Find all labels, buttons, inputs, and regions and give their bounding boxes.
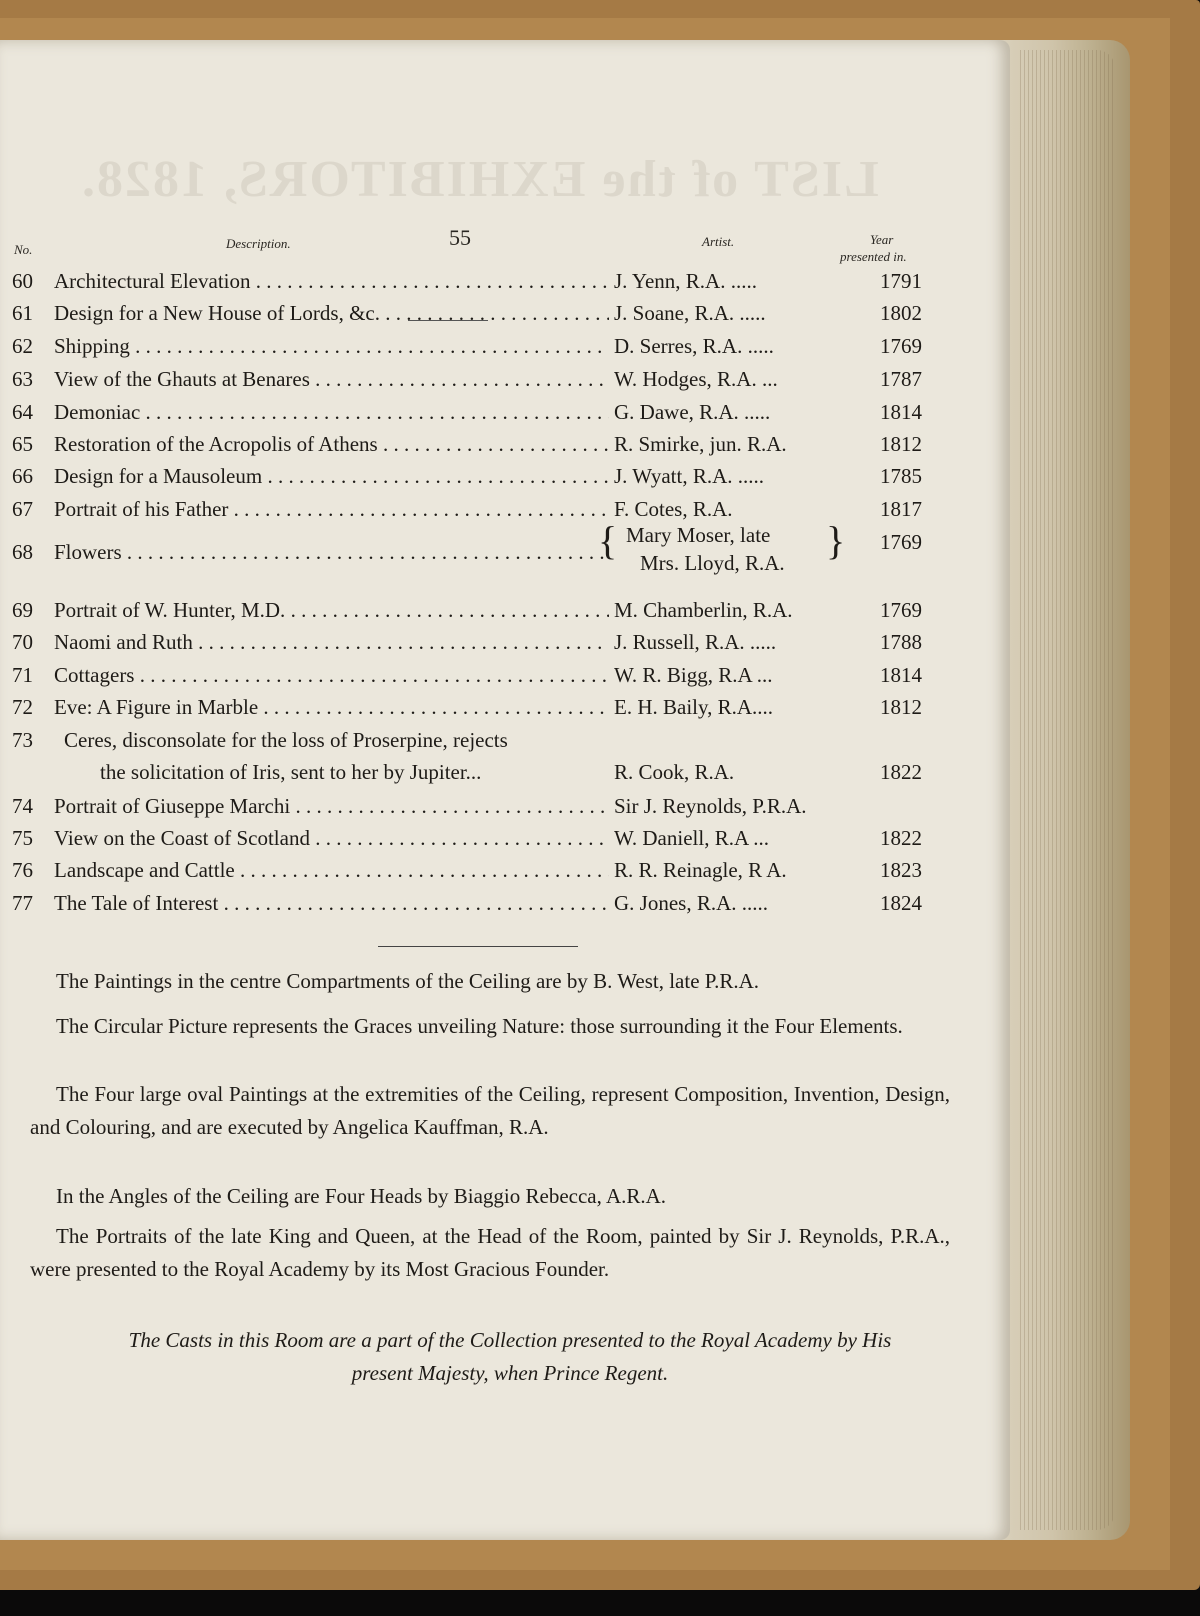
entry-artist: J. Yenn, R.A. .....: [614, 269, 757, 293]
entry-number: 73: [12, 728, 33, 752]
entry-artist: R. Cook, R.A.: [614, 760, 735, 784]
catalogue-entry: [12, 464, 922, 494]
paragraph-text: The Paintings in the centre Compartments of the Ceiling are by B. West, late P.R.A.: [56, 969, 760, 993]
catalogue-entry: [12, 598, 922, 628]
entry-artist: R. Smirke, jun. R.A.: [614, 432, 787, 456]
catalogue-entry: [12, 891, 922, 921]
entry-year: 1817: [880, 497, 922, 521]
entry-year: 1769: [880, 598, 922, 622]
catalogue-entry: [12, 794, 922, 824]
page-number: 55: [449, 225, 471, 250]
page-edge-lines: [1020, 50, 1115, 1530]
paragraph: [30, 1078, 950, 1144]
entry-description: Eve: A Figure in Marble . . .: [54, 695, 609, 720]
entry-description: Portrait of Giuseppe Marchi . . .: [54, 794, 609, 819]
entry-year: 1814: [880, 663, 922, 687]
entry-artist: M. Chamberlin, R.A.: [614, 598, 793, 622]
entry-number: 63: [12, 367, 33, 391]
header-description: Description.: [226, 236, 291, 251]
entry-number: 67: [12, 497, 33, 521]
catalogue-entry: [12, 663, 922, 693]
entry-year: 1787: [880, 367, 922, 391]
entry-artist: W. R. Bigg, R.A ...: [614, 663, 773, 687]
catalogue-entry: [12, 301, 922, 331]
entry-number: 60: [12, 269, 33, 293]
entry-year: 1791: [880, 269, 922, 293]
catalogue-entry: [12, 858, 922, 888]
entry-description-line2: the solicitation of Iris, sent to her by Jupiter...: [100, 760, 482, 784]
catalogue-entry: [12, 367, 922, 397]
entry-artist: J. Wyatt, R.A. .....: [614, 464, 765, 488]
entry-artist: G. Jones, R.A. .....: [614, 891, 769, 915]
entry-artist: Sir J. Reynolds, P.R.A.: [614, 794, 807, 818]
entry-year: 1822: [880, 826, 922, 850]
entry-description: View on the Coast of Scotland . . .: [54, 826, 609, 851]
paragraph: [30, 965, 950, 998]
paragraph-text: The Circular Picture represents the Graces unveiling Nature: those surrounding it the Four Elements.: [56, 1014, 903, 1038]
paragraph-text: The Four large oval Paintings at the extremities of the Ceiling, represent Composition, Invention, Design, and Colouring, and are executed by Angelica Kauffman, R.A.: [30, 1082, 950, 1139]
entry-number: 66: [12, 464, 33, 488]
entry-description: Portrait of his Father . . .: [54, 497, 609, 522]
entry-description: The Tale of Interest . . .: [54, 891, 609, 916]
header-artist: Artist.: [702, 234, 735, 249]
entry-number: 76: [12, 858, 33, 882]
catalogue-entry: [12, 497, 922, 527]
catalogue-entry: [12, 400, 922, 430]
catalogue-entry: [12, 826, 922, 856]
entry-number: 77: [12, 891, 33, 915]
catalogue-entry: [12, 334, 922, 364]
entry-description: Landscape and Cattle . . .: [54, 858, 609, 883]
entry-artist: J. Soane, R.A. .....: [614, 301, 766, 325]
entry-number: 72: [12, 695, 33, 719]
entry-description: Architectural Elevation . . .: [54, 269, 609, 294]
entry-artist: W. Hodges, R.A. ...: [614, 367, 778, 391]
entry-number: 70: [12, 630, 33, 654]
entry-year: 1769: [880, 530, 922, 554]
entry-year: 1812: [880, 432, 922, 456]
entry-year: 1769: [880, 334, 922, 358]
entry-artist-line1: Mary Moser, late: [626, 523, 771, 547]
show-through-text: LIST of the EXHIBITORS, 1828.: [80, 151, 879, 208]
paragraph-text: The Portraits of the late King and Queen, at the Head of the Room, painted by Sir J. Reynolds, P.R.A., were presented to the Royal Academy by its Most Gracious Founder.: [30, 1224, 950, 1281]
entry-year: 1824: [880, 891, 922, 915]
entry-artist: J. Russell, R.A. .....: [614, 630, 777, 654]
entry-description: Flowers . . .: [54, 540, 609, 565]
entry-year: 1812: [880, 695, 922, 719]
entry-artist: E. H. Baily, R.A....: [614, 695, 774, 719]
entry-number: 69: [12, 598, 33, 622]
entry-artist: W. Daniell, R.A ...: [614, 826, 769, 850]
entry-description: Portrait of W. Hunter, M.D. . . .: [54, 598, 609, 623]
entry-description: Shipping . . .: [54, 334, 609, 359]
right-brace: }: [826, 518, 846, 563]
entry-number: 75: [12, 826, 33, 850]
entry-year: 1822: [880, 760, 922, 784]
paragraph-text: In the Angles of the Ceiling are Four Heads by Biaggio Rebecca, A.R.A.: [56, 1184, 667, 1208]
catalogue-entry: [12, 695, 922, 725]
left-brace: {: [598, 518, 618, 563]
entry-description: Demoniac . . .: [54, 400, 609, 425]
entry-artist: R. R. Reinagle, R A.: [614, 858, 787, 882]
entry-number: 65: [12, 432, 33, 456]
entry-description: Cottagers . . .: [54, 663, 609, 688]
header-year: Year: [870, 232, 894, 247]
entry-artist-line2: Mrs. Lloyd, R.A.: [640, 551, 785, 575]
entry-artist: G. Dawe, R.A. .....: [614, 400, 771, 424]
entry-number: 64: [12, 400, 33, 424]
catalogue-entry: [12, 432, 922, 462]
entry-description: Restoration of the Acropolis of Athens . . .: [54, 432, 609, 457]
header-year-presented: presented in.: [840, 249, 907, 264]
catalogue-entry: [12, 630, 922, 660]
paragraph: [30, 1220, 950, 1286]
book-page: [0, 40, 1010, 1540]
entry-artist: F. Cotes, R.A.: [614, 497, 733, 521]
entry-description: Naomi and Ruth . . .: [54, 630, 609, 655]
entry-description: Design for a Mausoleum . . .: [54, 464, 609, 489]
entry-number: 62: [12, 334, 33, 358]
header-no: No.: [14, 242, 33, 257]
entry-year: 1802: [880, 301, 922, 325]
casts-note: The Casts in this Room are a part of the Collection presented to the Royal Academy by His present Majesty, when Prince Regent.: [128, 1328, 892, 1385]
entry-description: Design for a New House of Lords, &c. . . .: [54, 301, 609, 326]
entry-number: 61: [12, 301, 33, 325]
entry-artist: D. Serres, R.A. .....: [614, 334, 774, 358]
entry-year: 1814: [880, 400, 922, 424]
catalogue-entry: [12, 269, 922, 299]
entry-number: 71: [12, 663, 33, 687]
entry-year: 1788: [880, 630, 922, 654]
section-rule: [378, 946, 578, 947]
entry-year: 1823: [880, 858, 922, 882]
entry-number: 68: [12, 540, 33, 564]
entry-number: 74: [12, 794, 33, 818]
entry-description: View of the Ghauts at Benares . . .: [54, 367, 609, 392]
paragraph: [30, 1010, 950, 1043]
paragraph: [30, 1180, 950, 1213]
entry-description-line1: Ceres, disconsolate for the loss of Proserpine, rejects: [64, 728, 508, 752]
entry-year: 1785: [880, 464, 922, 488]
